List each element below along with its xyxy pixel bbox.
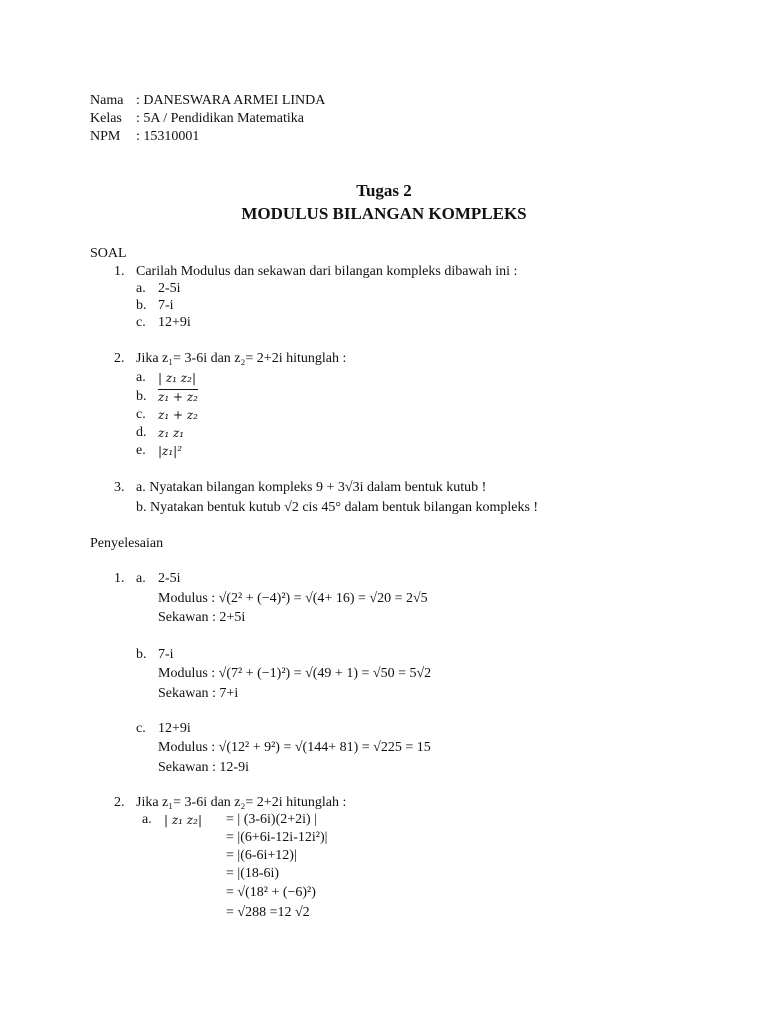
s1-modulus: Modulus : √(7² + (−1)²) = √(49 + 1) = √50 = 5√2 <box>158 666 432 681</box>
kelas-label: Kelas <box>90 111 122 126</box>
q2-item-expr: z₁ + z₂ <box>158 408 198 422</box>
q1-item-letter: a. <box>136 281 146 296</box>
q2-item-expr: z₁ z₁ <box>158 426 185 440</box>
kelas-value: : 5A / Pendidikan Matematika <box>136 111 304 126</box>
penyelesaian-heading: Penyelesaian <box>90 536 164 551</box>
q2-item-letter: b. <box>136 389 147 404</box>
s2-step: = √(18² + (−6)²) <box>226 885 316 900</box>
q2-item-letter: a. <box>136 370 146 385</box>
q2-item-letter: c. <box>136 407 146 422</box>
q2-item-expr: z₁ + z₂ <box>158 390 198 404</box>
s1-part-letter: c. <box>136 721 146 736</box>
s1-sekawan: Sekawan : 2+5i <box>158 610 246 625</box>
s1-number: 1. <box>114 571 125 586</box>
q2-item-letter: e. <box>136 443 146 458</box>
title-line1: Tugas 2 <box>356 181 412 200</box>
q1-item-value: 2-5i <box>158 281 181 296</box>
q2-number: 2. <box>114 351 125 366</box>
q2-item-expr: |z₁|² <box>158 444 183 458</box>
s1-modulus: Modulus : √(12² + 9²) = √(144+ 81) = √225 = 15 <box>158 740 431 755</box>
q2-item-letter: d. <box>136 425 147 440</box>
npm-value: : 15310001 <box>136 129 200 144</box>
q3-number: 3. <box>114 480 125 495</box>
s1-sekawan: Sekawan : 7+i <box>158 686 239 701</box>
q1-text: Carilah Modulus dan sekawan dari bilangan kompleks dibawah ini : <box>136 264 518 279</box>
q1-number: 1. <box>114 264 125 279</box>
q1-item-letter: c. <box>136 315 146 330</box>
s1-part-letter: b. <box>136 647 147 662</box>
soal-heading: SOAL <box>90 246 127 261</box>
title-line2: MODULUS BILANGAN KOMPLEKS <box>241 204 527 223</box>
nama-label: Nama <box>90 93 124 108</box>
q1-item-value: 7-i <box>158 298 174 313</box>
s2-step: = |(18-6i) <box>226 866 280 881</box>
s1-sekawan: Sekawan : 12-9i <box>158 760 249 775</box>
s1-part-value: 2-5i <box>158 571 181 586</box>
q1-item-letter: b. <box>136 298 147 313</box>
s1-modulus: Modulus : √(2² + (−4)²) = √(4+ 16) = √20 = 2√5 <box>158 591 428 606</box>
s2-step: = | (3-6i)(2+2i) | <box>226 812 317 827</box>
s2-step: = √288 =12 √2 <box>226 905 310 920</box>
s2-a-expr: | z₁ z₂| <box>164 813 202 827</box>
s2-number: 2. <box>114 795 125 810</box>
s2-step: = |(6+6i-12i-12i²)| <box>226 830 328 845</box>
q2-item-expr: | z₁ z₂| <box>158 371 196 385</box>
s2-step: = |(6-6i+12)| <box>226 848 297 863</box>
nama-value: : DANESWARA ARMEI LINDA <box>136 93 326 108</box>
q3-part-a: a. Nyatakan bilangan kompleks 9 + 3√3i dalam bentuk kutub ! <box>136 480 487 495</box>
q3-part-b: b. Nyatakan bentuk kutub √2 cis 45° dalam bentuk bilangan kompleks ! <box>136 500 539 515</box>
npm-label: NPM <box>90 129 121 144</box>
s2-text: Jika z₁= 3-6i dan z₂= 2+2i hitunglah : <box>136 795 347 810</box>
s2-a-letter: a. <box>142 812 152 827</box>
s1-part-value: 12+9i <box>158 721 191 736</box>
q1-item-value: 12+9i <box>158 315 191 330</box>
q2-text: Jika z₁= 3-6i dan z₂= 2+2i hitunglah : <box>136 351 347 366</box>
s1-part-letter: a. <box>136 571 146 586</box>
s1-part-value: 7-i <box>158 647 174 662</box>
